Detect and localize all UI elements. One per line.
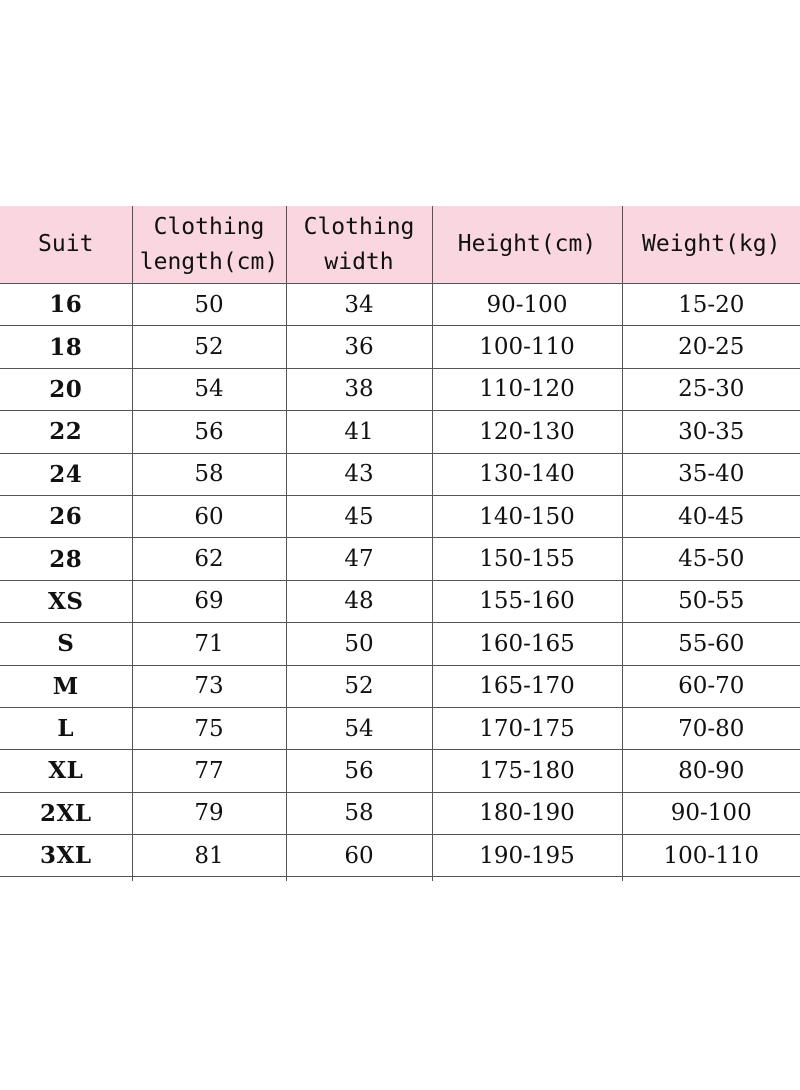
height-cell: 180-190 <box>432 792 622 834</box>
clothing-width-cell: 54 <box>286 707 432 749</box>
table-row <box>0 284 800 326</box>
size-cell: 18 <box>0 326 132 368</box>
table-row <box>0 580 800 622</box>
weight-cell: 50-55 <box>622 580 800 622</box>
header-weight: Weight(kg) <box>622 206 800 284</box>
weight-cell: 55-60 <box>622 623 800 665</box>
header-suit: Suit <box>0 206 132 284</box>
height-cell: 155-160 <box>432 580 622 622</box>
size-cell: 26 <box>0 495 132 537</box>
weight-cell: 80-90 <box>622 750 800 792</box>
clothing-length-cell: 58 <box>132 453 286 495</box>
size-chart-table <box>0 206 800 881</box>
grid-stub-cell <box>432 877 622 882</box>
clothing-length-cell: 73 <box>132 665 286 707</box>
size-cell: 20 <box>0 368 132 410</box>
height-cell: 150-155 <box>432 538 622 580</box>
table-row <box>0 326 800 368</box>
weight-cell: 45-50 <box>622 538 800 580</box>
size-cell: M <box>0 665 132 707</box>
weight-cell: 25-30 <box>622 368 800 410</box>
clothing-width-cell: 58 <box>286 792 432 834</box>
size-cell: 28 <box>0 538 132 580</box>
size-cell: 3XL <box>0 835 132 877</box>
table-row <box>0 623 800 665</box>
clothing-length-cell: 81 <box>132 835 286 877</box>
header-height: Height(cm) <box>432 206 622 284</box>
table-row <box>0 495 800 537</box>
weight-cell: 20-25 <box>622 326 800 368</box>
clothing-length-cell: 52 <box>132 326 286 368</box>
clothing-length-cell: 54 <box>132 368 286 410</box>
height-cell: 175-180 <box>432 750 622 792</box>
height-cell: 130-140 <box>432 453 622 495</box>
weight-cell: 70-80 <box>622 707 800 749</box>
clothing-width-cell: 43 <box>286 453 432 495</box>
table-row <box>0 835 800 877</box>
height-cell: 110-120 <box>432 368 622 410</box>
clothing-width-cell: 56 <box>286 750 432 792</box>
clothing-length-cell: 75 <box>132 707 286 749</box>
clothing-length-cell: 77 <box>132 750 286 792</box>
size-cell: XS <box>0 580 132 622</box>
clothing-width-cell: 60 <box>286 835 432 877</box>
clothing-length-cell: 60 <box>132 495 286 537</box>
table-grid-stub <box>0 877 800 882</box>
weight-cell: 100-110 <box>622 835 800 877</box>
weight-cell: 90-100 <box>622 792 800 834</box>
clothing-width-cell: 36 <box>286 326 432 368</box>
clothing-width-cell: 47 <box>286 538 432 580</box>
height-cell: 190-195 <box>432 835 622 877</box>
table-row <box>0 368 800 410</box>
size-cell: XL <box>0 750 132 792</box>
weight-cell: 35-40 <box>622 453 800 495</box>
clothing-length-cell: 56 <box>132 411 286 453</box>
header-row <box>0 206 800 284</box>
table-row <box>0 411 800 453</box>
size-cell: 16 <box>0 284 132 326</box>
table-row <box>0 750 800 792</box>
clothing-width-cell: 34 <box>286 284 432 326</box>
clothing-length-cell: 62 <box>132 538 286 580</box>
height-cell: 165-170 <box>432 665 622 707</box>
weight-cell: 15-20 <box>622 284 800 326</box>
size-cell: 22 <box>0 411 132 453</box>
height-cell: 100-110 <box>432 326 622 368</box>
header-clothing-width: Clothing width <box>286 206 432 284</box>
table-body <box>0 284 800 882</box>
clothing-width-cell: 48 <box>286 580 432 622</box>
clothing-width-cell: 45 <box>286 495 432 537</box>
table-row <box>0 792 800 834</box>
height-cell: 90-100 <box>432 284 622 326</box>
weight-cell: 40-45 <box>622 495 800 537</box>
height-cell: 140-150 <box>432 495 622 537</box>
grid-stub-cell <box>286 877 432 882</box>
weight-cell: 60-70 <box>622 665 800 707</box>
height-cell: 170-175 <box>432 707 622 749</box>
header-clothing-length: Clothing length(cm) <box>132 206 286 284</box>
size-cell: L <box>0 707 132 749</box>
clothing-width-cell: 41 <box>286 411 432 453</box>
clothing-length-cell: 69 <box>132 580 286 622</box>
clothing-width-cell: 52 <box>286 665 432 707</box>
grid-stub-cell <box>132 877 286 882</box>
height-cell: 160-165 <box>432 623 622 665</box>
clothing-width-cell: 50 <box>286 623 432 665</box>
clothing-length-cell: 50 <box>132 284 286 326</box>
table-row <box>0 665 800 707</box>
grid-stub-cell <box>622 877 800 882</box>
size-cell: S <box>0 623 132 665</box>
table-row <box>0 707 800 749</box>
weight-cell: 30-35 <box>622 411 800 453</box>
table-row <box>0 453 800 495</box>
table-row <box>0 538 800 580</box>
clothing-length-cell: 79 <box>132 792 286 834</box>
clothing-length-cell: 71 <box>132 623 286 665</box>
clothing-width-cell: 38 <box>286 368 432 410</box>
grid-stub-cell <box>0 877 132 882</box>
height-cell: 120-130 <box>432 411 622 453</box>
size-cell: 24 <box>0 453 132 495</box>
size-cell: 2XL <box>0 792 132 834</box>
